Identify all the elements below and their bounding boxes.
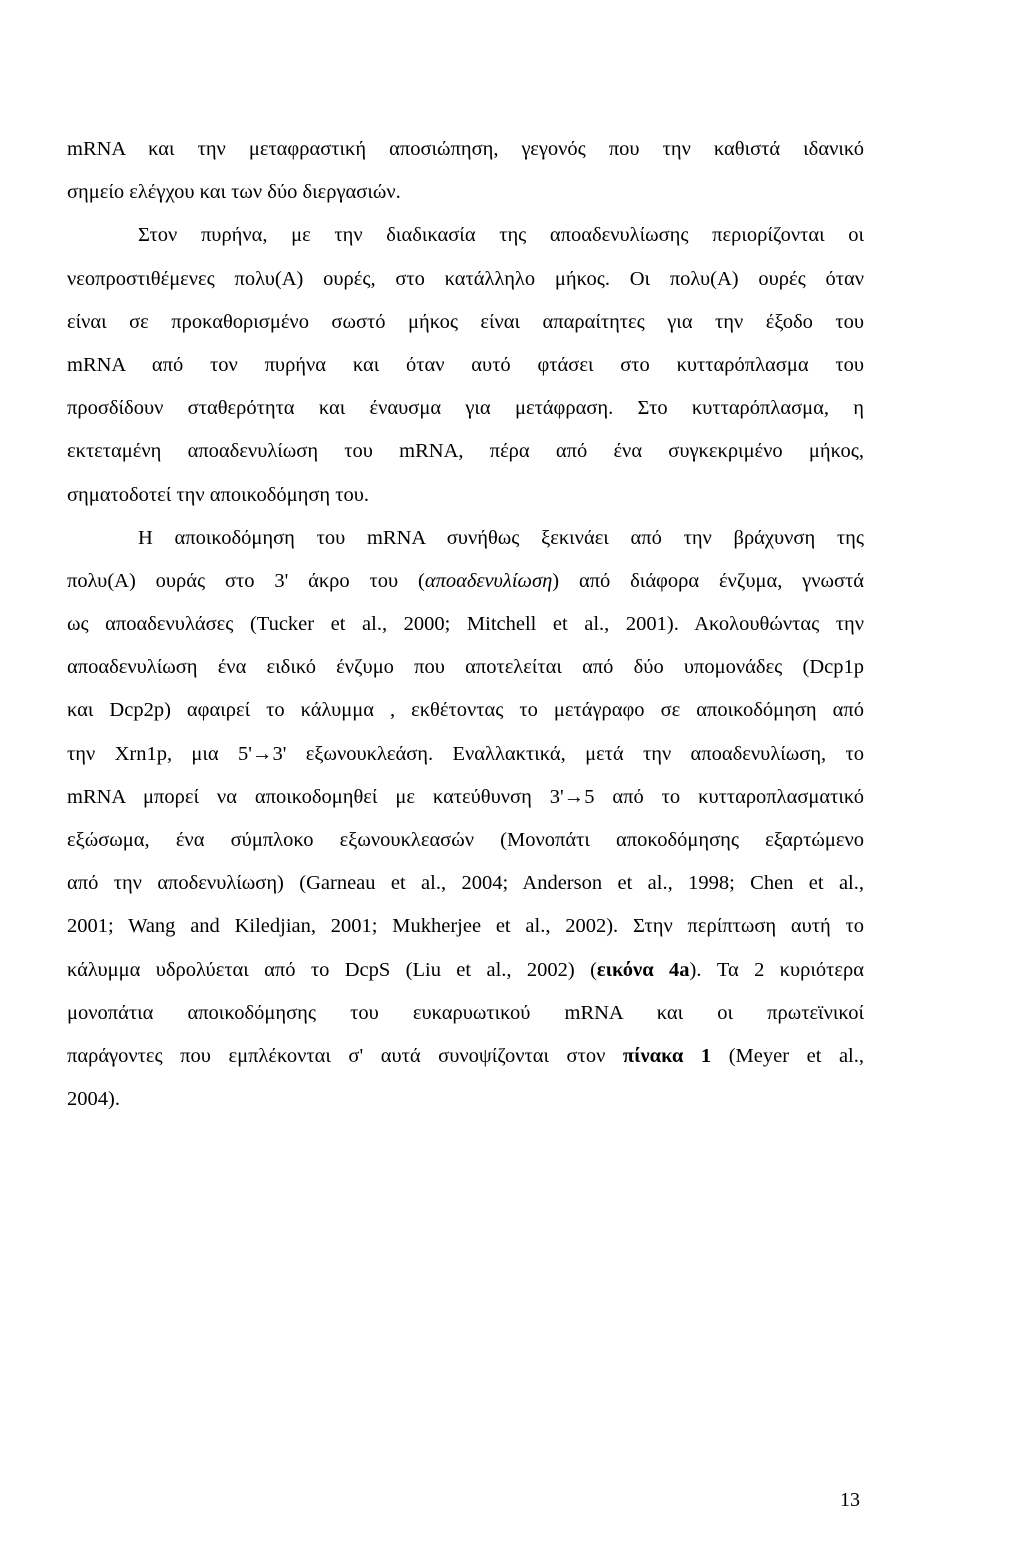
text-line [67, 692, 864, 735]
text-segment: mRNA από τον πυρήνα και όταν αυτό φτάσει στο κυτταρόπλασμα του [67, 353, 864, 376]
paragraph [67, 217, 864, 519]
text-line [67, 952, 864, 995]
text-line [67, 1038, 864, 1081]
text-line [67, 477, 864, 520]
text-line [67, 563, 864, 606]
text-segment: πολυ(A) ουράς στο 3' άκρο του ( [67, 569, 425, 592]
text-line [67, 736, 864, 779]
text-segment: Στον πυρήνα, με την διαδικασία της αποαδενυλίωσης περιορίζονται οι [138, 224, 864, 247]
text-segment: νεοπροστιθέμενες πολυ(A) ουρές, στο κατάλληλο μήκος. Οι πολυ(A) ουρές όταν [67, 267, 864, 290]
text-line [67, 261, 864, 304]
text-line [67, 217, 864, 260]
text-line [67, 779, 864, 822]
text-segment: εκτεταμένη αποαδενυλίωση του mRNA, πέρα από ένα συγκεκριμένο μήκος, [67, 440, 864, 463]
text-segment: την Xrn1p, μια 5'→3' εξωνουκλεάση. Εναλλακτικά, μετά την αποαδενυλίωση, το [67, 742, 864, 765]
text-segment: σημείο ελέγχου και των δύο διεργασιών. [67, 181, 401, 204]
text-segment: παράγοντες που εμπλέκονται σ' αυτά συνοψίζονται στον [67, 1044, 623, 1067]
text-segment: 2004). [67, 1088, 120, 1111]
bold-reference: εικόνα 4a [596, 958, 690, 981]
text-line [67, 995, 864, 1038]
page-number: 13 [840, 1489, 860, 1511]
italic-term: αποαδενυλίωση [424, 569, 553, 592]
text-segment: Η αποικοδόμηση του mRNA συνήθως ξεκινάει από την βράχυνση της [138, 526, 864, 549]
paragraph [67, 520, 864, 1125]
bold-reference: πίνακα 1 [622, 1044, 712, 1067]
text-line [67, 390, 864, 433]
text-segment: mRNA και την μεταφραστική αποσιώπηση, γεγονός που την καθιστά ιδανικό [67, 138, 864, 160]
text-line [67, 822, 864, 865]
text-segment: εξώσωμα, ένα σύμπλοκο εξωνουκλεασών (Μονοπάτι αποκοδόμησης εξαρτώμενο [67, 829, 864, 851]
text-line [67, 865, 864, 908]
text-segment: ). Τα 2 κυριότερα [689, 958, 864, 981]
text-line [67, 304, 864, 347]
text-line [67, 649, 864, 692]
text-segment: σηματοδοτεί την αποικοδόμηση του. [67, 483, 370, 506]
text-line [67, 1081, 864, 1124]
document-body [67, 131, 864, 1124]
text-segment: ) από διάφορα ένζυμα, γνωστά [552, 569, 865, 592]
paragraph [67, 131, 864, 217]
text-line [67, 520, 864, 563]
text-segment: κάλυμμα υδρολύεται από το DcpS (Liu et al., 2002) ( [67, 958, 597, 981]
text-line [67, 347, 864, 390]
text-segment: mRNA μπορεί να αποικοδομηθεί με κατεύθυνση 3'→5 από το κυτταροπλασματικό [67, 785, 864, 808]
text-line [67, 433, 864, 476]
text-segment: ως αποαδενυλάσες (Tucker et al., 2000; Mitchell et al., 2001). Ακολουθώντας την [67, 613, 864, 636]
text-segment: αποαδενυλίωση ένα ειδικό ένζυμο που αποτελείται από δύο υπομονάδες (Dcp1p [67, 656, 864, 679]
text-segment: από την αποδενυλίωση) (Garneau et al., 2004; Anderson et al., 1998; Chen et al., [67, 872, 864, 895]
text-segment: (Meyer et al., [711, 1044, 864, 1067]
text-segment: είναι σε προκαθορισμένο σωστό μήκος είναι απαραίτητες για την έξοδο του [67, 310, 864, 333]
text-segment: και Dcp2p) αφαιρεί το κάλυμμα , εκθέτοντας το μετάγραφο σε αποικοδόμηση από [67, 699, 864, 722]
text-segment: 2001; Wang and Kiledjian, 2001; Mukherjee et al., 2002). Στην περίπτωση αυτή το [67, 915, 864, 938]
text-segment: προσδίδουν σταθερότητα και έναυσμα για μετάφραση. Στο κυτταρόπλασμα, η [67, 397, 864, 420]
text-line [67, 131, 864, 174]
text-segment: μονοπάτια αποικοδόμησης του ευκαρυωτικού mRNA και οι πρωτεϊνικοί [67, 1001, 864, 1024]
text-line [67, 174, 864, 217]
text-line [67, 606, 864, 649]
text-line [67, 908, 864, 951]
